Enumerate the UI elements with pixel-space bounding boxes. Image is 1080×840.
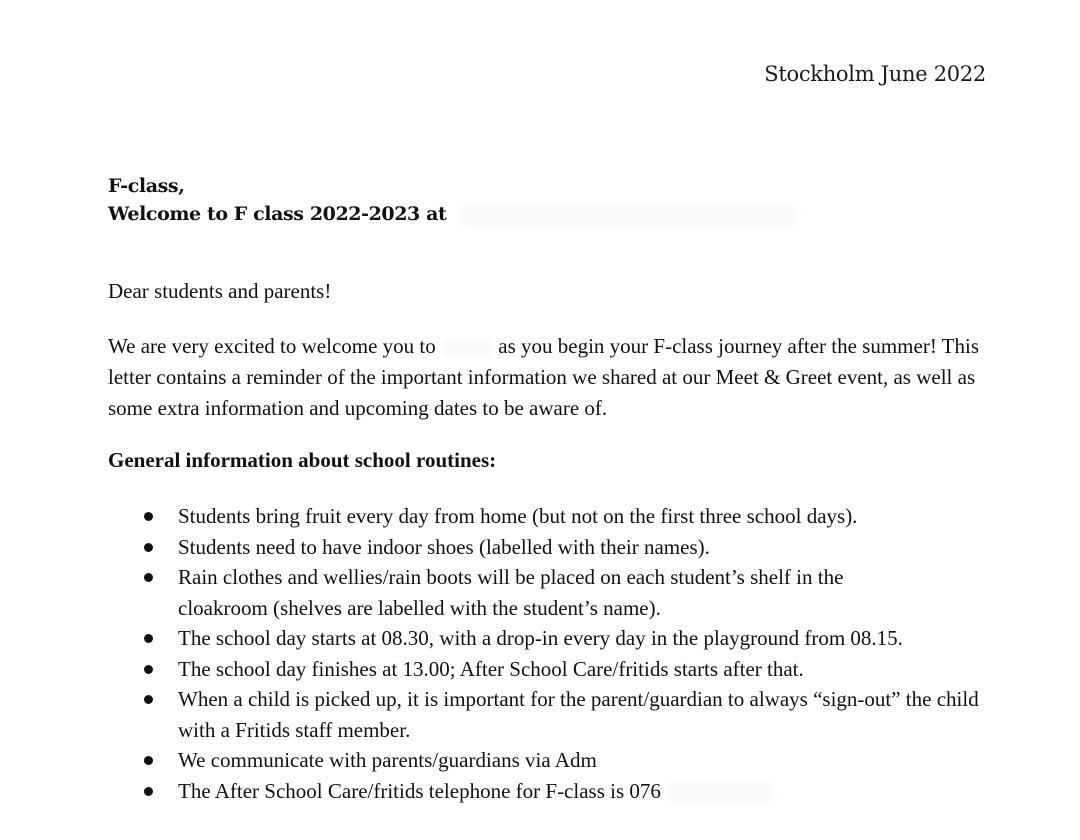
list-item [108,654,1008,685]
bullet-icon [144,787,153,796]
list-item [108,623,1008,654]
letter-greeting: Dear students and parents! [108,279,332,303]
list-item [108,532,1008,563]
bullet-icon [144,634,153,643]
bullet-icon [144,665,153,674]
list-item [108,684,1008,745]
letter-date: Stockholm June 2022 [764,62,986,86]
list-item-text: The After School Care/fritids telephone for F-class is 076 [178,778,661,803]
intro-paragraph [108,331,988,424]
redacted-phone-number [665,782,775,804]
redacted-school-name [459,202,799,228]
bullet-icon [144,756,153,765]
list-item-text: The school day starts at 08.30, with a drop-in every day in the playground from 08.15. [178,626,903,650]
intro-text-start: We are very excited to welcome you to [108,334,436,358]
list-item-text: The school day finishes at 13.00; After School Care/fritids starts after that. [178,656,804,681]
heading-class: F-class, [108,175,185,197]
bullet-icon [144,543,153,552]
section-title-routines: General information about school routines: [108,448,497,472]
heading-welcome-text: Welcome to F class 2022-2023 at [108,203,447,225]
redacted-school-name-inline [441,337,493,359]
bullet-icon [144,573,153,582]
list-item-text: We communicate with parents/guardians via Adm [178,748,597,772]
list-item [108,562,1008,623]
bullet-icon [144,512,153,521]
list-item-text: Rain clothes and wellies/rain boots will be placed on each student’s shelf in the cloakroom (shelves are labelled with the student’s name). [178,565,844,620]
list-item [108,745,1008,776]
list-item-text: Students bring fruit every day from home (but not on the first three school days). [178,504,858,528]
letter-heading [108,172,799,228]
list-item-text: Students need to have indoor shoes (labelled with their names). [178,534,710,559]
list-item-text: When a child is picked up, it is important for the parent/guardian to always “sign-out” the child with a Fritids staff member. [178,687,979,742]
heading-welcome [108,200,799,228]
list-item [108,501,1008,532]
bullet-icon [144,695,153,704]
list-item [108,776,1008,807]
intro-text-rest: as you begin your F-class journey after the summer! This letter contains a reminder of the important information we shared at our Meet & Greet event, as well as some extra information and upcoming dates to be aware of. [108,334,980,420]
routines-list [108,501,1008,806]
